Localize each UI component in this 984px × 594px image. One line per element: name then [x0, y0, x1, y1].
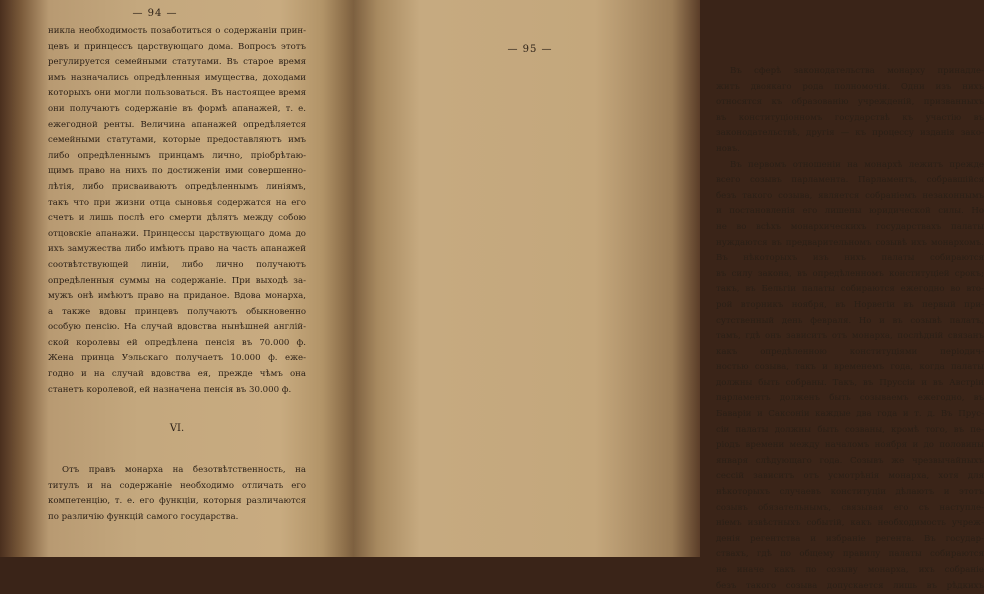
- text-line: Баварiи и Саксонiи каждые два года и т. д. Въ Прус-: [716, 409, 984, 420]
- left-page: [0, 0, 350, 557]
- text-line: въ конституцiонномъ государствѣ къ участiю въ: [716, 112, 984, 123]
- text-line: которыхъ они могли пользоваться. Въ настоящее время: [48, 88, 306, 99]
- text-line: и постановленiя его лишены юридической силы. Но: [716, 206, 984, 217]
- text-line: ностью созыва, такъ и временемъ года, когда палаты: [716, 362, 984, 373]
- text-line: а также вдовы принцевъ получаютъ обыкновенно: [48, 306, 306, 317]
- text-line: ежегодной ренты. Величина апанажей опредѣляется: [48, 119, 306, 130]
- section-heading: VI.: [169, 423, 185, 434]
- right-page: [350, 0, 984, 591]
- text-line: рiодъ времени между началомъ ноября и до половины: [716, 440, 984, 451]
- text-line: сiи палаты должны быть созваны, кромѣ того, въ пе-: [716, 424, 984, 435]
- text-line: семейными статутами, которые предоставляютъ имъ: [48, 135, 306, 146]
- page-number: — 95 —: [507, 44, 553, 55]
- text-line: всего созывъ парламента. Парламентъ, собравшiйся: [716, 175, 984, 186]
- text-line: не иначе какъ по созыву монарха, ихъ собранiе: [716, 565, 984, 575]
- text-line: законодательствѣ, другiя — къ процессу изданiя зако-: [716, 128, 984, 139]
- text-line: компетенцiю, т. е. его функцiи, которыя различаются: [48, 496, 306, 507]
- text-line: регулируется семейными статутами. Въ старое время: [48, 57, 306, 68]
- text-line: счетъ и лишь послѣ его смерти дѣлятъ между собою: [48, 213, 306, 224]
- text-line: Въ первомъ отношенiи на монархѣ лежитъ прежде: [730, 159, 984, 170]
- text-line: мужъ онѣ имѣютъ право на приданое. Вдова монарха,: [48, 291, 306, 302]
- text-line: созывъ обязательнымъ, связывая его съ наступле-: [716, 502, 984, 513]
- text-line: не во всѣхъ монархическихъ государствахъ палаты: [716, 221, 984, 232]
- text-line: нiемъ извѣстныхъ событiй, какъ необходимость учреж-: [716, 518, 984, 529]
- text-line: ихъ замужества либо имѣютъ право на часть апанажей: [48, 244, 306, 255]
- text-line: безъ такого созыва, является собранiемъ незаконнымъ: [716, 190, 984, 201]
- text-line: безъ такого созыва допускается лишь въ рѣдкихъ: [716, 580, 984, 591]
- text-line: отцовскiе апанажи. Принцессы царствующаго дома до: [48, 228, 306, 239]
- text-line: опредѣленныя суммы на содержанiе. При выходѣ за-: [48, 275, 306, 286]
- left-closing-paragraph: [48, 463, 306, 525]
- text-line: особую пенсiю. На случай вдовства нынѣшней англiй-: [48, 322, 306, 333]
- text-line: титулъ и на содержанiе необходимо отличать его: [48, 480, 306, 491]
- right-page-body: [716, 64, 984, 594]
- text-line: парламентъ долженъ быть созываемъ ежегодно, въ: [716, 393, 984, 404]
- text-line: такъ что при жизни отца сыновья содержатся на его: [48, 197, 306, 208]
- text-line: сессiй зависитъ отъ усмотрѣнiя монарха, хотя для: [716, 471, 984, 482]
- text-line: тамъ, гдѣ онъ зависитъ отъ монарха, послѣднiй связанъ: [716, 331, 984, 342]
- text-line: января слѣдующаго года. Созывъ же чрезвычайныхъ: [716, 455, 984, 466]
- text-line: Жена принца Уэльскаго получаетъ 10.000 ф. еже-: [48, 353, 306, 364]
- text-line: годно и на случай вдовства ея, прежде чѣмъ она: [48, 369, 306, 380]
- text-line: либо опредѣленнымъ принцамъ лично, прiобрѣтаю-: [48, 150, 306, 161]
- left-page-body: [48, 24, 306, 398]
- text-line: по различiю функцiй самого государства.: [48, 511, 239, 522]
- text-line: сутственный день февраля. Но и въ созывѣ палатъ,: [716, 315, 984, 326]
- text-line: Въ нѣкоторыхъ изъ нихъ палаты собираются: [716, 253, 984, 264]
- text-line: относятся къ образованiю учрежденiй, призванныхъ: [716, 97, 984, 108]
- text-line: имъ назначались опредѣленныя имущества, доходами: [48, 72, 306, 83]
- text-line: нѣкоторыхъ случаевъ конституцiи дѣлаютъ и этотъ: [716, 487, 984, 498]
- text-line: какъ опредѣленною конституцiями перiодич-: [716, 346, 984, 357]
- text-line: они получаютъ содержанiе въ формѣ апанажей, т. е.: [48, 103, 306, 114]
- text-line: соотвѣтствующей линiи, либо лично получаютъ: [48, 259, 306, 270]
- text-line: цевъ и принцессъ царствующаго дома. Вопросъ этотъ: [48, 41, 306, 52]
- text-line: станетъ королевой, ей назначена пенсiя въ 30.000 ф.: [48, 384, 292, 395]
- page-number: — 94 —: [132, 8, 178, 19]
- text-line: Въ сферѣ законодательства монарху принадле-: [730, 66, 984, 76]
- text-line: житъ двоякаго рода полномочiя. Одни изъ нихъ: [716, 81, 984, 92]
- text-line: лѣтiя, либо присваиваютъ опредѣленнымъ линiямъ,: [48, 181, 306, 192]
- text-line: Отъ правъ монарха на безотвѣтственность, на: [62, 465, 306, 475]
- text-line: рой вторникъ ноября, въ Норвегiи въ первый при-: [716, 299, 984, 310]
- text-line: въ силу закона, въ опредѣленномъ конституцiей срокъ;: [716, 268, 984, 279]
- text-line: щимъ право на нихъ по достиженiи ими совершенно-: [48, 166, 306, 177]
- text-line: нуждаются въ предварительномъ созывѣ ихъ монархомъ.: [716, 237, 984, 248]
- text-line: такъ, въ Бельгiи палаты собираются ежегодно во вто-: [716, 284, 984, 295]
- text-line: должны быть собраны. Такъ, въ Пруссiи и въ Австрiи: [716, 377, 984, 388]
- text-line: новъ.: [716, 143, 740, 154]
- text-line: никла необходимость позаботиться о содержанiи прин-: [48, 26, 306, 36]
- text-line: денiя регентства и избранiе регента. Въ государ-: [716, 533, 984, 544]
- text-line: ской королевы ей опредѣлена пенсiя въ 70.000 ф.: [48, 337, 306, 348]
- text-line: ствахъ, гдѣ по общему правилу палаты собираются: [716, 549, 984, 560]
